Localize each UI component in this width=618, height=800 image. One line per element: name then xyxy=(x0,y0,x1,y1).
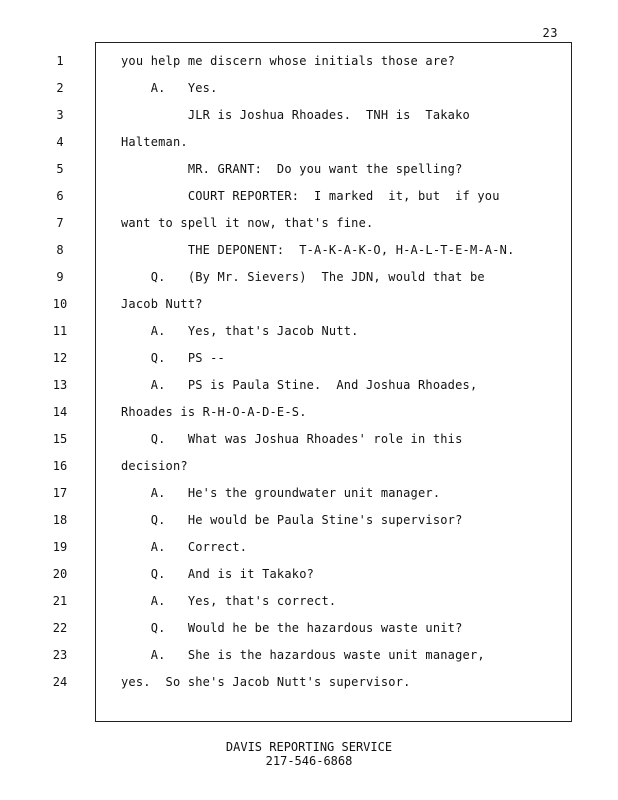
transcript-line: Q. PS -- xyxy=(121,351,225,365)
line-number: 14 xyxy=(52,405,68,419)
transcript-line: you help me discern whose initials those are? xyxy=(121,54,456,68)
transcript-line: A. Yes, that's Jacob Nutt. xyxy=(121,324,359,338)
line-number: 15 xyxy=(52,432,68,446)
line-number: 13 xyxy=(52,378,68,392)
line-number: 9 xyxy=(56,270,64,284)
line-number: 12 xyxy=(52,351,68,365)
reporting-phone: 217-546-6868 xyxy=(265,754,353,768)
transcript-line: A. PS is Paula Stine. And Joshua Rhoades, xyxy=(121,378,478,392)
transcript-text xyxy=(121,52,561,700)
line-number: 1 xyxy=(56,54,64,68)
reporting-company: DAVIS REPORTING SERVICE xyxy=(225,740,393,754)
reporter-footer xyxy=(0,740,618,768)
line-number: 24 xyxy=(52,675,68,689)
transcript-line: Rhoades is R-H-O-A-D-E-S. xyxy=(121,405,307,419)
line-number: 16 xyxy=(52,459,68,473)
line-number: 4 xyxy=(56,135,64,149)
line-number: 20 xyxy=(52,567,68,581)
line-number: 8 xyxy=(56,243,64,257)
transcript-line: want to spell it now, that's fine. xyxy=(121,216,374,230)
transcript-line: COURT REPORTER: I marked it, but if you xyxy=(121,189,500,203)
line-number: 2 xyxy=(56,81,64,95)
transcript-line: Q. Would he be the hazardous waste unit? xyxy=(121,621,463,635)
transcript-line: A. Yes, that's correct. xyxy=(121,594,337,608)
transcript-line: A. She is the hazardous waste unit manager, xyxy=(121,648,485,662)
transcript-line: MR. GRANT: Do you want the spelling? xyxy=(121,162,463,176)
line-number: 6 xyxy=(56,189,64,203)
line-number-column xyxy=(40,52,80,700)
page-number: 23 xyxy=(542,26,558,40)
transcript-line: Jacob Nutt? xyxy=(121,297,203,311)
line-number: 23 xyxy=(52,648,68,662)
transcript-line: Q. And is it Takako? xyxy=(121,567,315,581)
transcript-line: A. Correct. xyxy=(121,540,248,554)
line-number: 17 xyxy=(52,486,68,500)
transcript-line: decision? xyxy=(121,459,188,473)
transcript-line: THE DEPONENT: T-A-K-A-K-O, H-A-L-T-E-M-A-N. xyxy=(121,243,515,257)
transcript-line: Q. (By Mr. Sievers) The JDN, would that be xyxy=(121,270,485,284)
line-number: 10 xyxy=(52,297,68,311)
line-number: 3 xyxy=(56,108,64,122)
transcript-line: Q. He would be Paula Stine's supervisor? xyxy=(121,513,463,527)
line-number: 18 xyxy=(52,513,68,527)
transcript-line: Q. What was Joshua Rhoades' role in this xyxy=(121,432,463,446)
transcript-line: Halteman. xyxy=(121,135,188,149)
line-number: 19 xyxy=(52,540,68,554)
line-number: 11 xyxy=(52,324,68,338)
line-number: 21 xyxy=(52,594,68,608)
transcript-line: yes. So she's Jacob Nutt's supervisor. xyxy=(121,675,411,689)
line-number: 22 xyxy=(52,621,68,635)
line-number: 7 xyxy=(56,216,64,230)
transcript-line: A. Yes. xyxy=(121,81,218,95)
transcript-line: JLR is Joshua Rhoades. TNH is Takako xyxy=(121,108,470,122)
line-number: 5 xyxy=(56,162,64,176)
transcript-line: A. He's the groundwater unit manager. xyxy=(121,486,441,500)
